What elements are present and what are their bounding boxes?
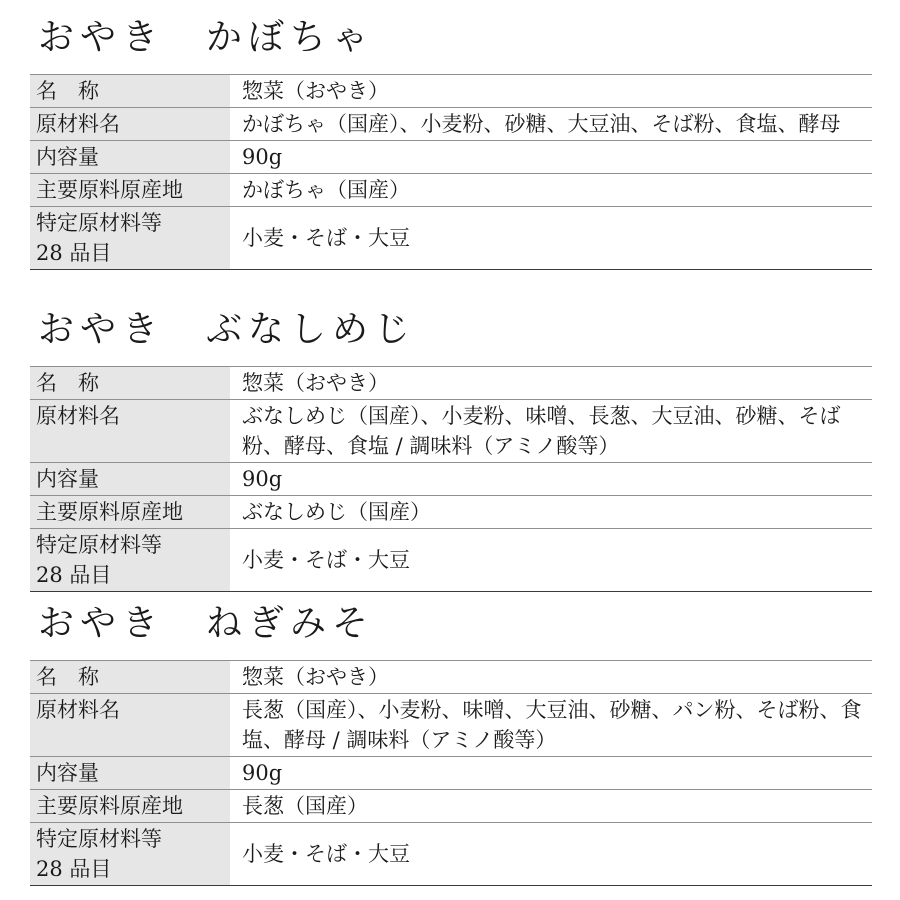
product-title: おやき ねぎみそ bbox=[38, 603, 375, 644]
product-section-negimiso bbox=[30, 604, 872, 886]
name-label: 名 称 bbox=[30, 75, 230, 108]
spec-row-origin bbox=[30, 174, 872, 207]
name-label: 名 称 bbox=[30, 367, 230, 400]
allergen-label-line-1: 特定原材料等 bbox=[36, 211, 162, 235]
spec-row-allergen bbox=[30, 529, 872, 592]
ingredients-label: 原材料名 bbox=[30, 108, 230, 141]
ingredients-label: 原材料名 bbox=[30, 400, 230, 463]
origin-label: 主要原料原産地 bbox=[30, 790, 230, 823]
product-title: おやき かぼちゃ bbox=[38, 17, 375, 58]
spec-row-content bbox=[30, 757, 872, 790]
origin-value: ぶなしめじ（国産） bbox=[242, 500, 431, 524]
origin-value: 長葱（国産） bbox=[242, 794, 368, 818]
name-label: 名 称 bbox=[30, 661, 230, 694]
ingredients-label: 原材料名 bbox=[30, 694, 230, 757]
spec-row-content bbox=[30, 141, 872, 174]
ingredients-value: 長葱（国産）、小麦粉、味噌、大豆油、砂糖、パン粉、そば粉、食塩、酵母 / 調味料（アミノ酸等） bbox=[242, 698, 862, 752]
spec-row-ingredients bbox=[30, 400, 872, 463]
spec-table bbox=[30, 660, 872, 886]
allergen-value: 小麦・そば・大豆 bbox=[242, 226, 410, 250]
allergen-label-line-2: 28 品目 bbox=[36, 563, 112, 587]
spec-row-ingredients bbox=[30, 108, 872, 141]
name-value: 惣菜（おやき） bbox=[242, 371, 389, 395]
allergen-label bbox=[30, 529, 230, 592]
spec-row-name bbox=[30, 75, 872, 108]
content-label: 内容量 bbox=[30, 141, 230, 174]
content-value: 90g bbox=[242, 467, 283, 491]
spec-row-content bbox=[30, 463, 872, 496]
spec-table bbox=[30, 366, 872, 592]
product-section-kabocha bbox=[30, 18, 872, 270]
spec-row-origin bbox=[30, 496, 872, 529]
allergen-label-line-1: 特定原材料等 bbox=[36, 827, 162, 851]
content-value: 90g bbox=[242, 761, 283, 785]
spec-row-name bbox=[30, 661, 872, 694]
allergen-label-line-2: 28 品目 bbox=[36, 857, 112, 881]
content-label: 内容量 bbox=[30, 463, 230, 496]
allergen-label bbox=[30, 823, 230, 886]
spec-row-allergen bbox=[30, 823, 872, 886]
spec-table bbox=[30, 74, 872, 270]
name-value: 惣菜（おやき） bbox=[242, 665, 389, 689]
spec-row-name bbox=[30, 367, 872, 400]
content-label: 内容量 bbox=[30, 757, 230, 790]
allergen-value: 小麦・そば・大豆 bbox=[242, 842, 410, 866]
allergen-label-line-2: 28 品目 bbox=[36, 241, 112, 265]
allergen-label bbox=[30, 207, 230, 270]
ingredients-value: かぼちゃ（国産）、小麦粉、砂糖、大豆油、そば粉、食塩、酵母 bbox=[242, 112, 841, 136]
name-value: 惣菜（おやき） bbox=[242, 79, 389, 103]
content-value: 90g bbox=[242, 145, 283, 169]
origin-value: かぼちゃ（国産） bbox=[242, 178, 410, 202]
spec-row-ingredients bbox=[30, 694, 872, 757]
product-title: おやき ぶなしめじ bbox=[38, 309, 417, 350]
ingredients-value: ぶなしめじ（国産）、小麦粉、味噌、長葱、大豆油、砂糖、そば粉、酵母、食塩 / 調味料（アミノ酸等） bbox=[242, 404, 841, 458]
product-section-bunashimeji bbox=[30, 310, 872, 592]
origin-label: 主要原料原産地 bbox=[30, 174, 230, 207]
spec-row-allergen bbox=[30, 207, 872, 270]
allergen-value: 小麦・そば・大豆 bbox=[242, 548, 410, 572]
allergen-label-line-1: 特定原材料等 bbox=[36, 533, 162, 557]
origin-label: 主要原料原産地 bbox=[30, 496, 230, 529]
spec-row-origin bbox=[30, 790, 872, 823]
